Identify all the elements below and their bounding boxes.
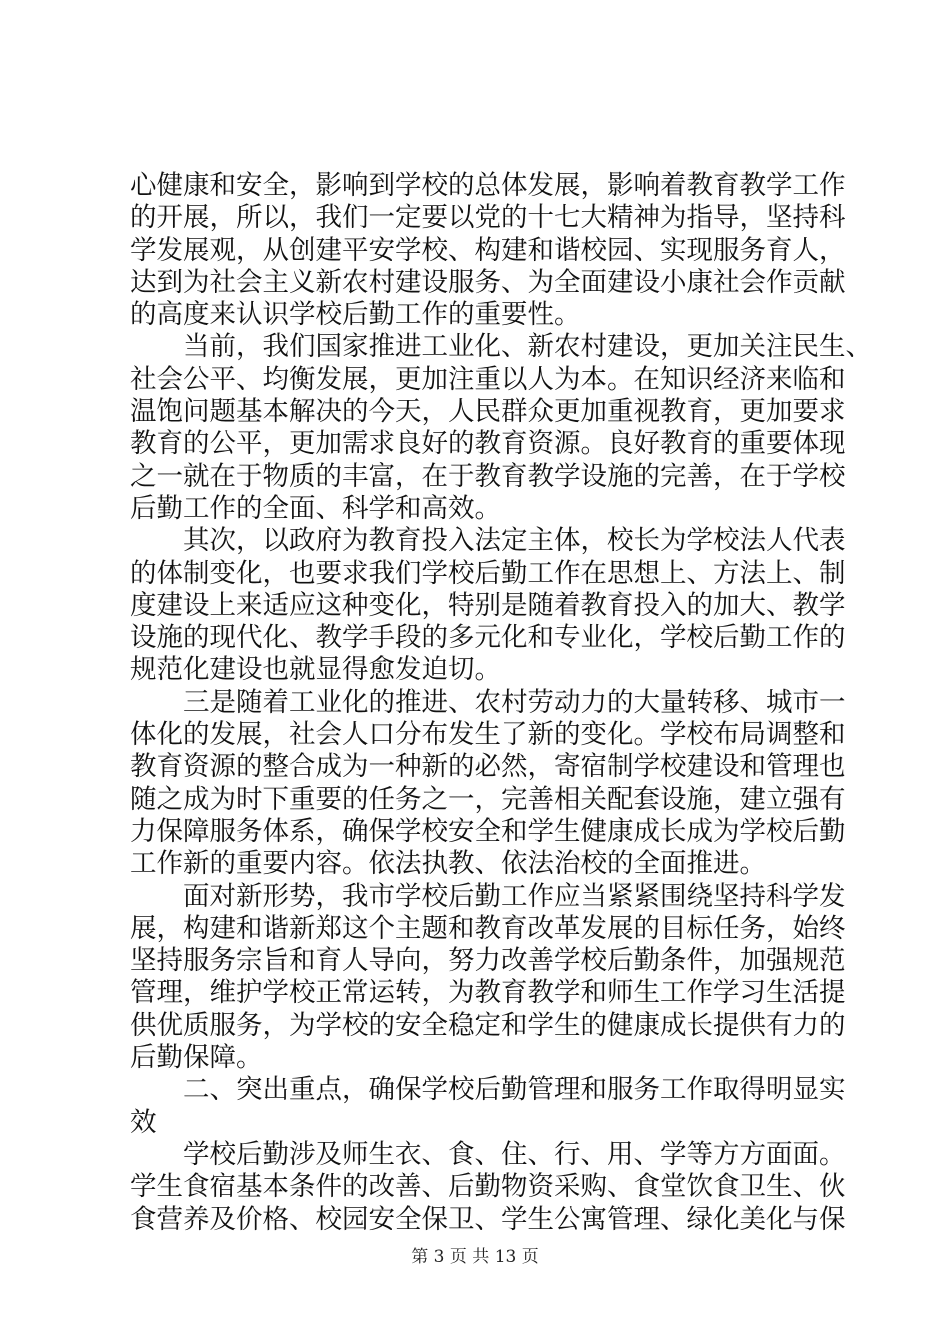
text-line: 随之成为时下重要的任务之一，完善相关配套设施，建立强有 — [130, 783, 846, 815]
text-line: 管理，维护学校正常运转，为教育教学和师生工作学习生活提 — [130, 977, 846, 1009]
text-line: 的开展，所以，我们一定要以党的十七大精神为指导，坚持科 — [130, 202, 846, 234]
text-line: 心健康和安全，影响到学校的总体发展，影响着教育教学工作 — [130, 170, 846, 201]
text-line: 学生食宿基本条件的改善、后勤物资采购、食堂饮食卫生、伙 — [130, 1171, 846, 1203]
text-line: 工作新的重要内容。依法执教、依法治校的全面推进。 — [130, 848, 766, 880]
text-line: 的高度来认识学校后勤工作的重要性。 — [130, 299, 581, 331]
document-body — [130, 170, 872, 1236]
text-line: 之一就在于物质的丰富，在于教育教学设施的完善，在于学校 — [130, 460, 846, 492]
text-line: 其次，以政府为教育投入法定主体，校长为学校法人代表 — [183, 525, 846, 557]
text-line: 社会公平、均衡发展，更加注重以人为本。在知识经济来临和 — [130, 363, 846, 395]
text-line: 面对新形势，我市学校后勤工作应当紧紧围绕坚持科学发 — [183, 880, 846, 912]
text-line: 学发展观，从创建平安学校、构建和谐校园、实现服务育人， — [130, 234, 846, 266]
text-line: 设施的现代化、教学手段的多元化和专业化，学校后勤工作的 — [130, 622, 846, 654]
text-line: 坚持服务宗旨和育人导向，努力改善学校后勤条件，加强规范 — [130, 945, 846, 977]
page-number-label: 第 3 页 共 13 页 — [411, 1247, 539, 1267]
text-line: 教育资源的整合成为一种新的必然，寄宿制学校建设和管理也 — [130, 751, 846, 783]
text-line: 学校后勤涉及师生衣、食、住、行、用、学等方方面面。 — [183, 1138, 846, 1170]
text-line: 温饱问题基本解决的今天，人民群众更加重视教育，更加要求 — [130, 396, 846, 428]
text-line: 教育的公平，更加需求良好的教育资源。良好教育的重要体现 — [130, 428, 846, 460]
text-line: 效 — [130, 1106, 157, 1138]
page-footer — [0, 1242, 950, 1267]
text-line: 度建设上来适应这种变化，特别是随着教育投入的加大、教学 — [130, 589, 846, 621]
text-line: 当前，我们国家推进工业化、新农村建设，更加关注民生、 — [183, 331, 872, 363]
text-line: 后勤工作的全面、科学和高效。 — [130, 492, 501, 524]
text-line: 的体制变化，也要求我们学校后勤工作在思想上、方法上、制 — [130, 557, 846, 589]
text-line: 展，构建和谐新郑这个主题和教育改革发展的目标任务，始终 — [130, 912, 846, 944]
text-line: 二、突出重点，确保学校后勤管理和服务工作取得明显实 — [183, 1074, 846, 1106]
text-line: 力保障服务体系，确保学校安全和学生健康成长成为学校后勤 — [130, 815, 846, 847]
text-line: 规范化建设也就显得愈发迫切。 — [130, 654, 501, 686]
text-line: 达到为社会主义新农村建设服务、为全面建设小康社会作贡献 — [130, 266, 846, 298]
text-line: 供优质服务，为学校的安全稳定和学生的健康成长提供有力的 — [130, 1009, 846, 1041]
text-line: 体化的发展，社会人口分布发生了新的变化。学校布局调整和 — [130, 719, 846, 751]
text-line: 后勤保障。 — [130, 1042, 263, 1074]
text-line: 三是随着工业化的推进、农村劳动力的大量转移、城市一 — [183, 686, 846, 718]
text-line: 食营养及价格、校园安全保卫、学生公寓管理、绿化美化与保 — [130, 1203, 846, 1235]
